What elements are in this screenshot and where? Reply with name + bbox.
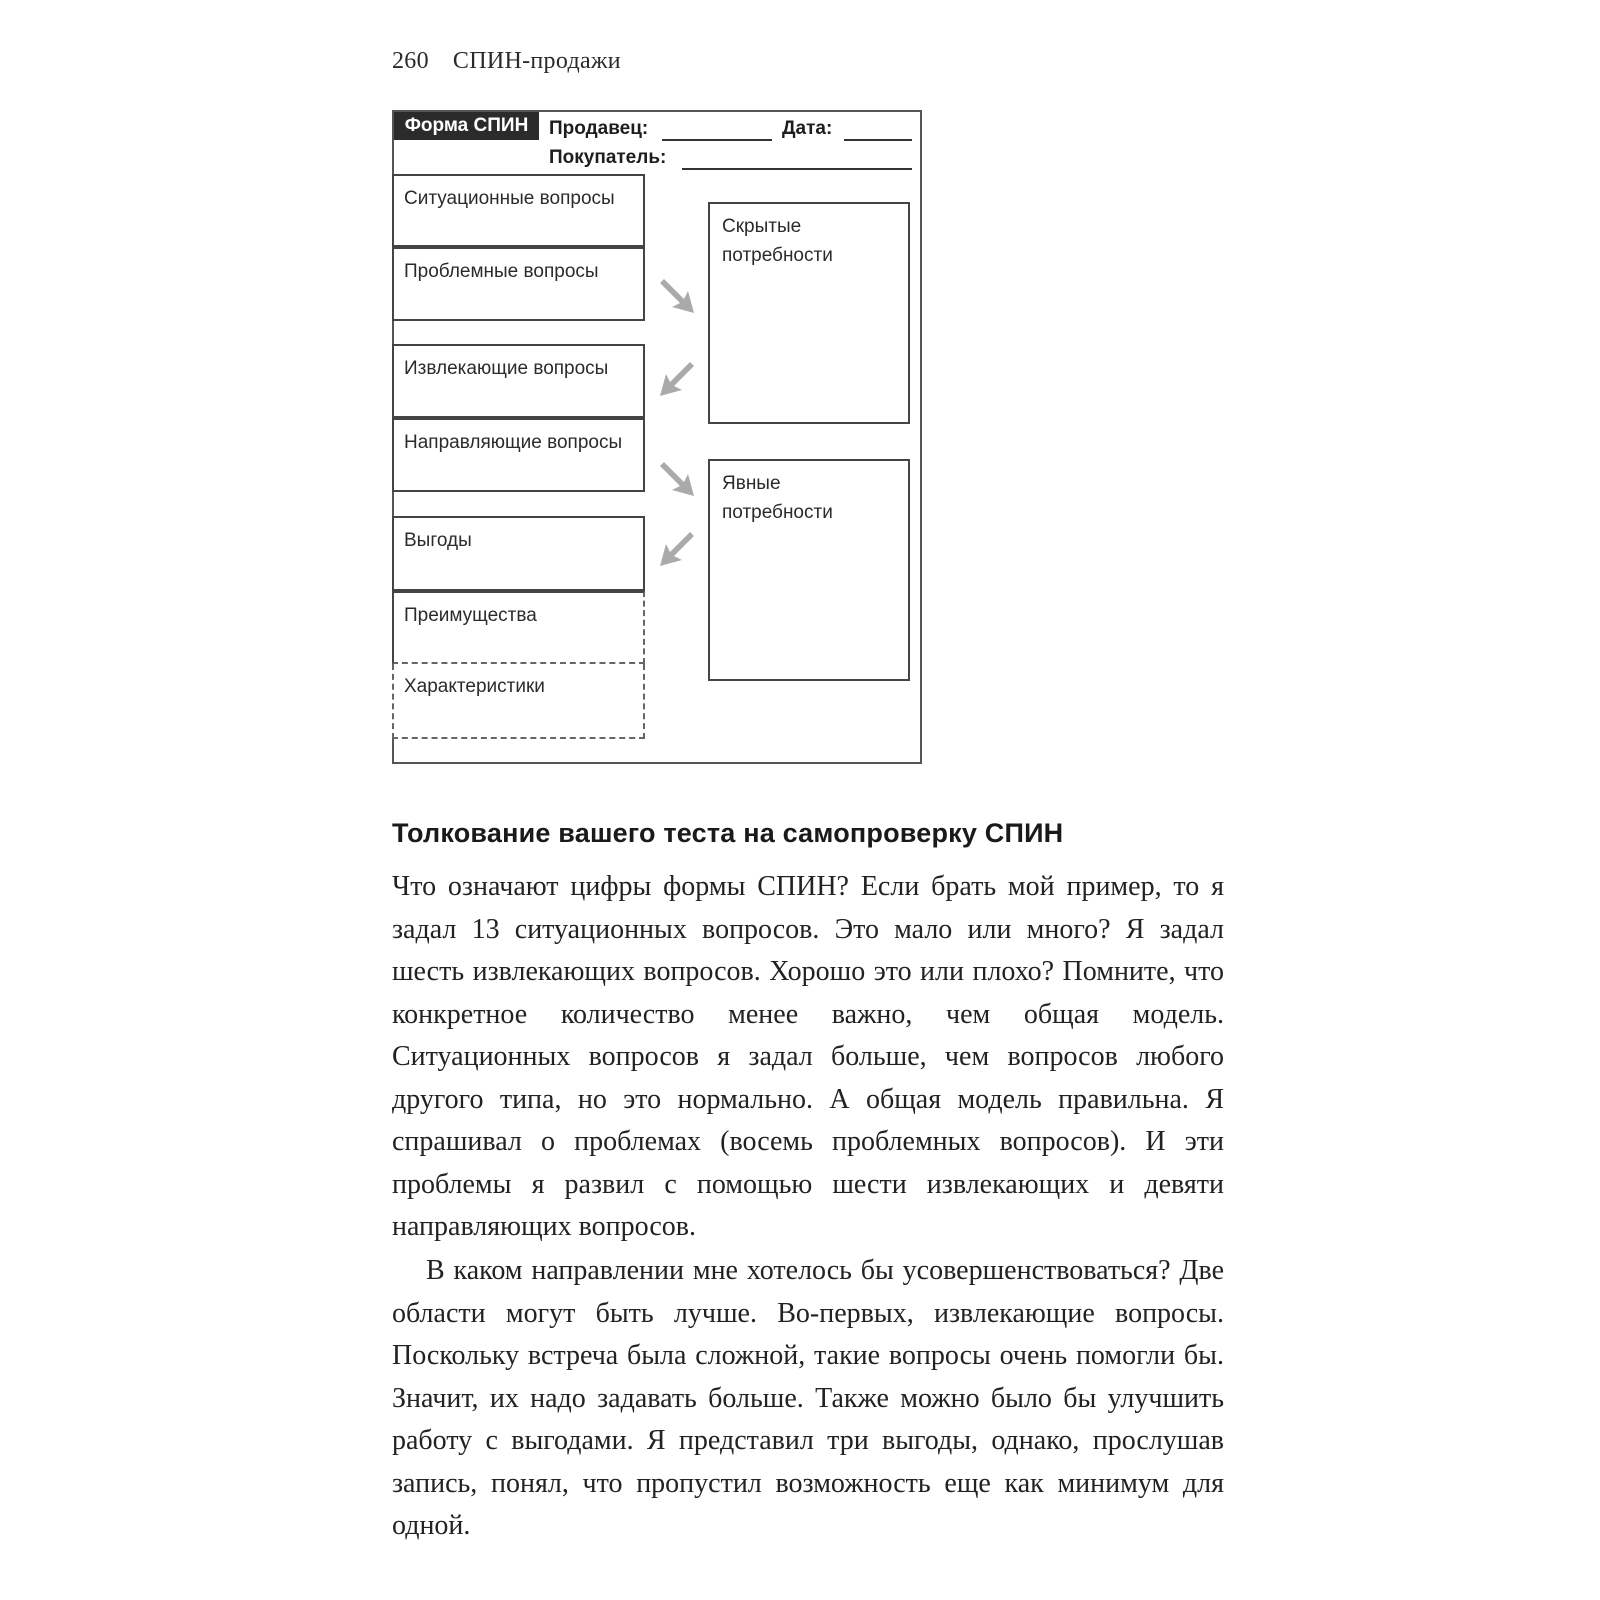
paragraph: В каком направлении мне хотелось бы усовершенствоваться? Две области могут быть лучше. Во-первых, извлекающие вопросы. Поскольку встреча была сложной, такие вопросы очень помогли бы. Значит, их надо задавать больше. Также можно было бы улучшить работу с выгодами. Я представил три выгоды, однако, прослушав запись, понял, что пропустил возможность еще как минимум для одной. <box>392 1255 1224 1541</box>
seller-label: Продавец: <box>549 118 649 139</box>
date-field[interactable] <box>844 139 912 141</box>
date-label: Дата: <box>782 118 833 139</box>
problem-questions-box[interactable] <box>392 247 645 321</box>
paragraph: Что означают цифры формы СПИН? Если брать мой пример, то я задал 13 ситуационных вопросов. Это мало или много? Я задал шесть извлекающих вопросов. Хорошо это или плохо? Помните, что конкретное количество менее важно, чем общая модель. Ситуационных вопросов я задал больше, чем вопросов любого другого типа, но это нормально. А общая модель правильна. Я спрашивал о проблемах (восемь проблемных вопросов). И эти проблемы я развил с помощью шести извлекающих и девяти направляющих вопросов. <box>392 871 1224 1242</box>
running-head <box>392 48 621 75</box>
box-label: Выгоды <box>404 530 472 551</box>
implied-needs-box[interactable] <box>708 202 910 424</box>
buyer-label: Покупатель: <box>549 147 667 168</box>
box-label: Преимущества <box>404 605 537 626</box>
benefits-box[interactable] <box>392 516 645 591</box>
arrow-down-right-icon <box>658 277 698 317</box>
features-box[interactable] <box>392 664 645 739</box>
explicit-needs-box[interactable] <box>708 459 910 681</box>
implication-questions-box[interactable] <box>392 344 645 418</box>
buyer-field[interactable] <box>682 168 912 170</box>
need-payoff-questions-box[interactable] <box>392 418 645 492</box>
arrow-down-left-icon <box>656 530 696 570</box>
page-number: 260 <box>392 48 429 74</box>
box-label: Ситуационные вопросы <box>404 188 615 209</box>
box-label: Направляющие вопросы <box>404 432 623 453</box>
advantages-box[interactable] <box>392 591 645 664</box>
seller-field[interactable] <box>662 139 772 141</box>
section-heading: Толкование вашего теста на самопроверку СПИН <box>392 818 1064 848</box>
box-label: Проблемные вопросы <box>404 261 599 282</box>
box-label: Скрытые потребности <box>722 216 833 266</box>
arrow-down-left-icon <box>656 360 696 400</box>
box-label: Извлекающие вопросы <box>404 358 609 379</box>
arrow-down-right-icon <box>658 460 698 500</box>
spin-form <box>392 110 922 764</box>
situation-questions-box[interactable] <box>392 174 645 247</box>
running-head-title: СПИН-продажи <box>452 48 621 74</box>
box-label: Характеристики <box>404 676 545 697</box>
box-label: Явные потребности <box>722 473 833 523</box>
form-title: Форма СПИН <box>394 112 539 140</box>
